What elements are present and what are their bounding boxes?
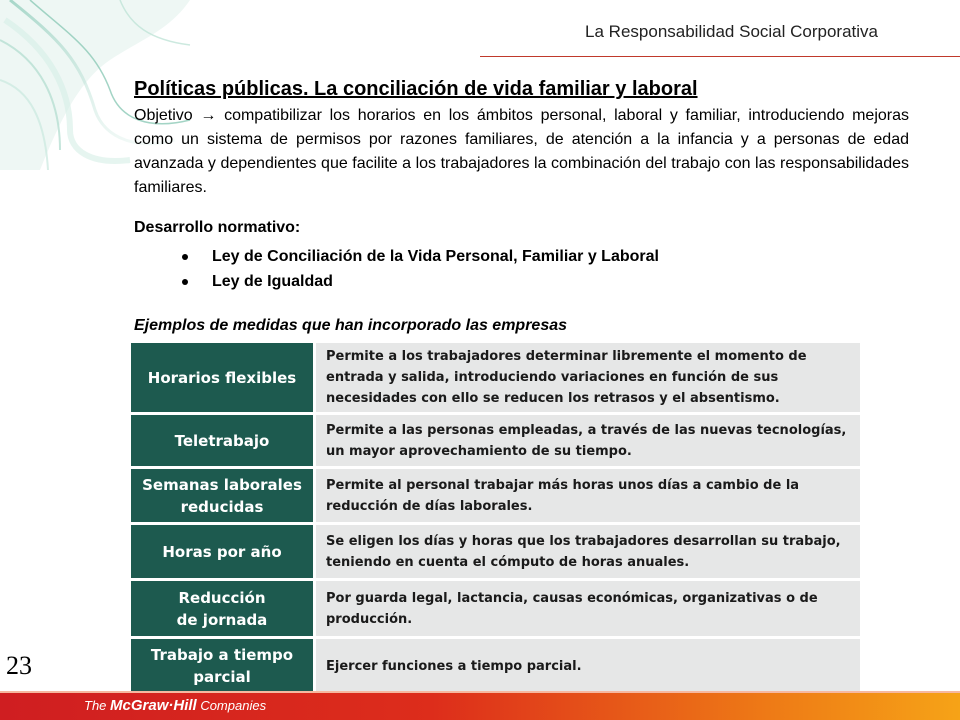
measure-name-line: Teletrabajo xyxy=(174,431,270,450)
table-row xyxy=(131,469,860,525)
examples-heading: Ejemplos de medidas que han incorporado las empresas xyxy=(134,317,568,334)
logo-the: The xyxy=(84,698,111,713)
measure-name-line: Semanas laborales xyxy=(142,475,302,494)
measure-name xyxy=(131,581,316,639)
bullet-icon xyxy=(182,254,188,260)
measure-description: Permite al personal trabajar más horas unos días a cambio de la reducción de días laborales. xyxy=(316,469,860,525)
law-item-label: Ley de Igualdad xyxy=(212,273,333,290)
measure-name xyxy=(131,525,316,581)
measure-name xyxy=(131,415,316,469)
publisher-logo xyxy=(84,697,266,714)
logo-companies: Companies xyxy=(196,698,267,713)
measure-name-line: Horarios flexibles xyxy=(147,368,297,387)
section-heading: Políticas públicas. La conciliación de vida familiar y laboral xyxy=(134,78,698,100)
measure-name-line: reducidas xyxy=(180,497,264,516)
measure-description: Ejercer funciones a tiempo parcial. xyxy=(316,639,860,693)
table-row xyxy=(131,581,860,639)
page-number: 23 xyxy=(6,651,32,680)
measure-name-line: de jornada xyxy=(176,610,268,629)
measure-name-line: Reducción xyxy=(178,588,266,607)
bullet-icon xyxy=(182,279,188,285)
table-row xyxy=(131,639,860,693)
measure-name-line: Trabajo a tiempo xyxy=(150,646,294,664)
table-row xyxy=(131,525,860,581)
logo-brand: McGraw·Hill xyxy=(110,697,197,714)
measure-name xyxy=(131,639,316,693)
law-list xyxy=(180,244,659,294)
measure-description: Se eligen los días y horas que los trabajadores desarrollan su trabajo, teniendo en cuenta el cómputo de horas anuales. xyxy=(316,525,860,581)
law-item xyxy=(180,269,659,294)
measure-name-line: Horas por año xyxy=(162,542,282,561)
measure-description: Por guarda legal, lactancia, causas económicas, organizativas o de producción. xyxy=(316,581,860,639)
measure-description: Permite a los trabajadores determinar libremente el momento de entrada y salida, introduciendo variaciones en función de sus necesidades con ello se reducen los retrasos y el absentismo. xyxy=(316,343,860,415)
measure-name xyxy=(131,469,316,525)
header-rule xyxy=(480,56,960,57)
presentation-title: La Responsabilidad Social Corporativa xyxy=(585,22,878,41)
table-row xyxy=(131,415,860,469)
measure-name xyxy=(131,343,316,415)
measure-description: Permite a las personas empleadas, a través de las nuevas tecnologías, un mayor aprovechamiento de su tiempo. xyxy=(316,415,860,469)
measures-table xyxy=(131,343,860,693)
measure-name-line: parcial xyxy=(193,668,251,686)
desarrollo-label: Desarrollo normativo: xyxy=(134,219,301,236)
objective-paragraph: Objetivo → compatibilizar los horarios en los ámbitos personal, laboral y familiar, introduciendo mejoras como un sistema de permisos por razones familiares, de atención a la infancia y a personas de edad avanzada y dependientes que facilite a los trabajadores la combinación del trabajo con las responsabilidades familiares. xyxy=(134,107,909,196)
law-item-label: Ley de Conciliación de la Vida Personal, Familiar y Laboral xyxy=(212,248,659,265)
table-row xyxy=(131,343,860,415)
law-item xyxy=(180,244,659,269)
